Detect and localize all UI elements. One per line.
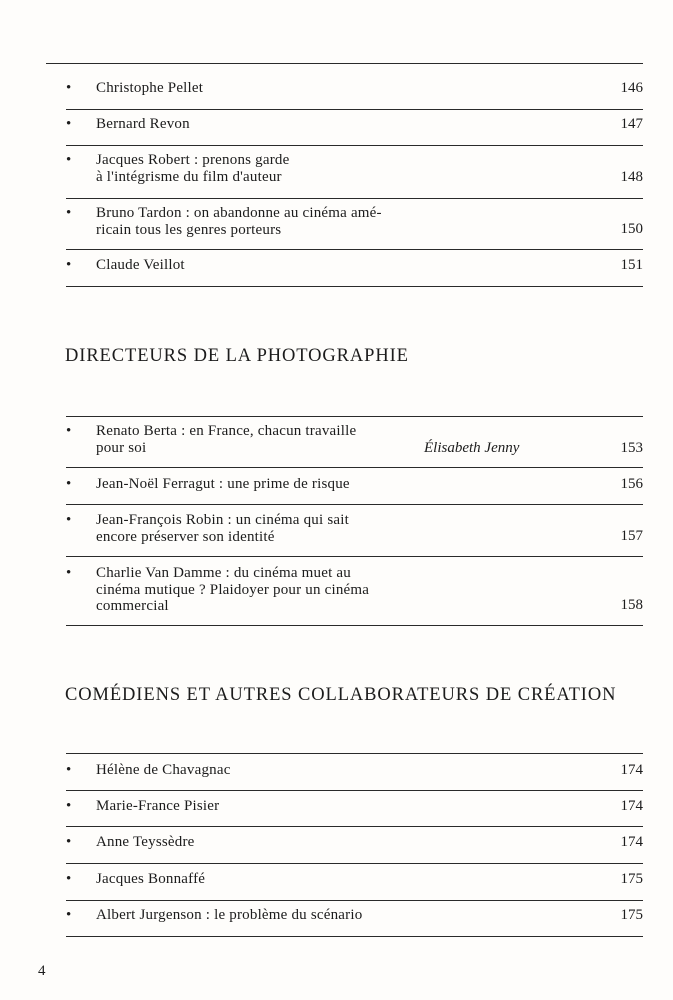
page-number: 150 [620, 221, 643, 237]
page-number: 174 [620, 834, 643, 850]
entry-line: Marie-France Pisier [96, 798, 220, 814]
entry-line: commercial [96, 598, 169, 614]
toc-entry [66, 417, 643, 468]
entry-line: Hélène de Chavagnac [96, 762, 231, 778]
entry-line: Renato Berta : en France, chacun travaille [96, 423, 357, 439]
entry-line: pour soi [96, 439, 147, 456]
entry-title [96, 512, 436, 545]
entry-title [96, 205, 436, 238]
entry-line: encore préserver son identité [96, 528, 275, 545]
toc-entry [66, 901, 643, 937]
entry-line: Jacques Bonnaffé [96, 871, 206, 887]
bullet: • [66, 423, 72, 439]
page-number: 151 [620, 257, 643, 273]
bullet: • [66, 80, 72, 96]
toc-entry [66, 827, 643, 864]
page-number: 174 [620, 762, 643, 778]
bullet: • [66, 871, 72, 887]
page-number: 157 [620, 528, 643, 544]
entry-line: Albert Jurgenson : le problème du scénario [96, 907, 363, 923]
toc-entry [66, 110, 643, 146]
bullet: • [66, 834, 72, 850]
page-number: 175 [620, 907, 643, 923]
entry-title [96, 116, 436, 133]
entry-line: ricain tous les genres porteurs [96, 221, 282, 238]
bullet: • [66, 205, 72, 221]
bullet: • [66, 798, 72, 814]
entry-line: Bruno Tardon : on abandonne au cinéma amé- [96, 205, 382, 221]
entry-line: Charlie Van Damme : du cinéma muet au [96, 565, 351, 581]
entry-title [96, 834, 436, 851]
toc-entry [66, 791, 643, 827]
toc-entry [66, 468, 643, 505]
section-title: DIRECTEURS DE LA PHOTOGRAPHIE [65, 346, 409, 366]
page-number: 174 [620, 798, 643, 814]
page-number: 146 [620, 80, 643, 96]
entry-line: à l'intégrisme du film d'auteur [96, 168, 282, 185]
entry-title [96, 907, 436, 924]
bullet: • [66, 116, 72, 132]
page-number: 153 [620, 440, 643, 456]
entry-line: cinéma mutique ? Plaidoyer pour un cinéma [96, 581, 370, 598]
entry-title [96, 871, 436, 888]
bullet: • [66, 762, 72, 778]
entry-title [96, 257, 436, 274]
toc-entry [66, 505, 643, 557]
entry-line: Claude Veillot [96, 257, 185, 273]
interviewer-name: Élisabeth Jenny [424, 440, 520, 456]
entry-line: Christophe Pellet [96, 80, 204, 96]
entry-title [96, 476, 436, 493]
bullet: • [66, 152, 72, 168]
bullet: • [66, 907, 72, 923]
entry-title [96, 762, 436, 779]
entry-title [96, 80, 436, 97]
toc-entry [66, 557, 643, 626]
entry-title [96, 798, 436, 815]
toc-entry [66, 250, 643, 287]
page-number: 147 [620, 116, 643, 132]
page-number: 158 [620, 597, 643, 613]
entry-title [96, 565, 436, 615]
bullet: • [66, 512, 72, 528]
entry-line: Bernard Revon [96, 116, 190, 132]
entry-line: Jacques Robert : prenons garde [96, 152, 290, 168]
entry-line: Jean-Noël Ferragut : une prime de risque [96, 476, 350, 492]
toc-entry [66, 64, 643, 110]
page-folio: 4 [38, 963, 46, 979]
page-number: 175 [620, 871, 643, 887]
bullet: • [66, 257, 72, 273]
page-number: 156 [620, 476, 643, 492]
toc-entry [66, 754, 643, 791]
page-number: 148 [620, 169, 643, 185]
toc-entry [66, 146, 643, 199]
entry-title [96, 152, 436, 185]
toc-entry [66, 199, 643, 250]
entry-line: Anne Teyssèdre [96, 834, 195, 850]
entry-title [96, 423, 436, 456]
bullet: • [66, 565, 72, 581]
bullet: • [66, 476, 72, 492]
entry-line: Jean-François Robin : un cinéma qui sait [96, 512, 349, 528]
toc-entry [66, 864, 643, 901]
section-title: COMÉDIENS ET AUTRES COLLABORATEURS DE CRÉATION [65, 685, 617, 705]
